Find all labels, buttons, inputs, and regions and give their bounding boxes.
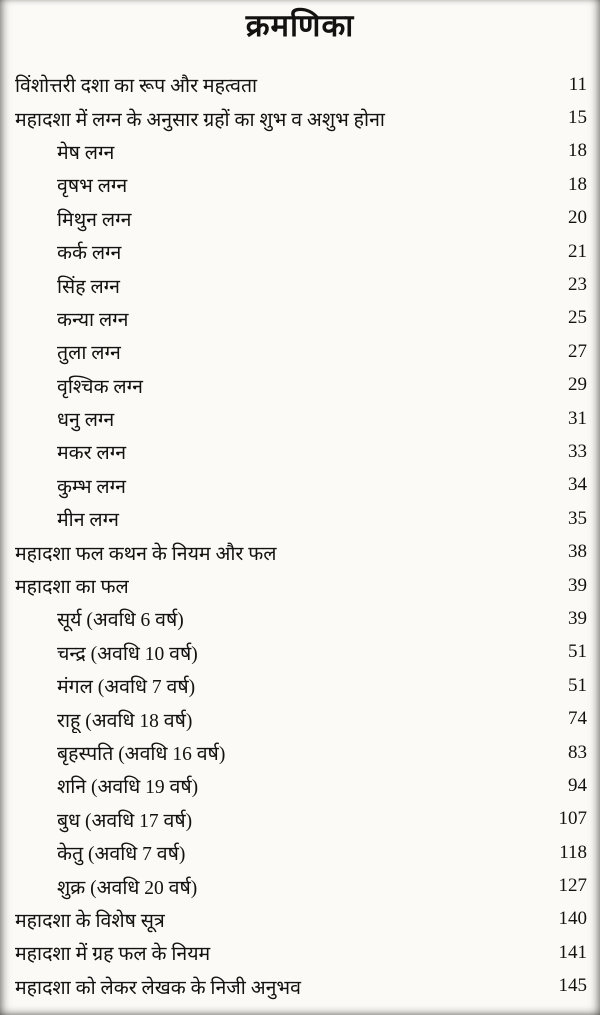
- toc-entry-page-number: 118: [559, 841, 587, 863]
- toc-entry-label: धनु लग्न: [57, 410, 115, 432]
- toc-entry-label: मीन लग्न: [57, 510, 119, 532]
- toc-entry-label: मकर लग्न: [57, 443, 127, 465]
- toc-entry-page-number: 27: [568, 340, 587, 362]
- toc-entry-label: महादशा फल कथन के नियम और फल: [15, 543, 277, 565]
- toc-entry-label: शनि (अवधि 19 वर्ष): [57, 777, 199, 799]
- toc-entry-page-number: 18: [568, 173, 587, 195]
- toc-entry-label: महादशा का फल: [15, 577, 129, 599]
- toc-entry-page-number: 23: [568, 274, 587, 296]
- toc-entry: [15, 202, 587, 235]
- toc-entry: [15, 469, 587, 502]
- toc-entry: [15, 636, 587, 669]
- toc-entry: [15, 135, 587, 168]
- toc-entry: [15, 903, 587, 936]
- toc-entry-label: तुला लग्न: [57, 343, 121, 365]
- toc-entry: [15, 402, 587, 435]
- toc-entry-page-number: 145: [558, 975, 587, 997]
- toc-entry: [15, 569, 587, 602]
- toc-entry-page-number: 39: [568, 607, 587, 629]
- toc-entry-page-number: 127: [558, 875, 587, 897]
- toc-entry-label: विंशोत्तरी दशा का रूप और महत्वता: [15, 76, 258, 98]
- toc-entry-label: वृषभ लग्न: [57, 176, 128, 198]
- toc-entry-page-number: 141: [558, 941, 587, 963]
- toc-entry-label: कर्क लग्न: [57, 243, 122, 265]
- toc-entry-page-number: 34: [568, 474, 587, 496]
- toc-entry: [15, 235, 587, 268]
- toc-entry: [15, 836, 587, 869]
- toc-entry-page-number: 29: [568, 374, 587, 396]
- toc-entry-label: बृहस्पति (अवधि 16 वर्ष): [57, 744, 226, 765]
- toc-entry: [15, 502, 587, 535]
- page-title: क्रमणिका: [245, 8, 355, 43]
- toc-entry-label: महादशा में लग्न के अनुसार ग्रहों का शुभ व अशुभ होना: [15, 109, 385, 131]
- toc-entry-label: राहू (अवधि 18 वर्ष): [57, 710, 193, 732]
- toc-entry-label: कुम्भ लग्न: [57, 476, 126, 498]
- toc-entry-page-number: 18: [568, 140, 587, 162]
- table-of-contents: [15, 68, 587, 1003]
- toc-entry-page-number: 38: [568, 541, 587, 563]
- toc-entry-label: कन्या लग्न: [57, 309, 129, 331]
- toc-entry-page-number: 20: [568, 207, 587, 229]
- toc-entry-page-number: 39: [568, 574, 587, 596]
- toc-entry: [15, 970, 587, 1003]
- toc-entry: [15, 803, 587, 836]
- toc-entry-page-number: 31: [568, 407, 587, 429]
- toc-entry-label: बुध (अवधि 17 वर्ष): [57, 810, 193, 832]
- toc-entry-label: केतु (अवधि 7 वर्ष): [57, 844, 186, 866]
- toc-entry-label: मिथुन लग्न: [57, 209, 132, 231]
- toc-entry-page-number: 94: [568, 774, 587, 796]
- toc-entry-label: चन्द्र (अवधि 10 वर्ष): [57, 643, 198, 665]
- toc-entry: [15, 335, 587, 368]
- toc-entry-page-number: 33: [568, 440, 587, 462]
- toc-entry: [15, 936, 587, 969]
- toc-entry-page-number: 51: [568, 674, 587, 696]
- toc-entry-label: मंगल (अवधि 7 वर्ष): [57, 677, 196, 699]
- toc-entry-label: सूर्य (अवधि 6 वर्ष): [57, 610, 184, 632]
- toc-entry-page-number: 11: [568, 73, 587, 95]
- toc-entry: [15, 168, 587, 201]
- toc-entry: [15, 769, 587, 802]
- toc-entry: [15, 535, 587, 568]
- toc-entry: [15, 602, 587, 635]
- toc-entry-label: मेष लग्न: [57, 142, 115, 164]
- toc-entry-page-number: 140: [558, 908, 587, 930]
- toc-entry-page-number: 15: [568, 107, 587, 129]
- toc-entry-page-number: 21: [568, 240, 587, 262]
- toc-entry-page-number: 107: [558, 808, 587, 830]
- toc-entry-label: वृश्चिक लग्न: [57, 376, 143, 398]
- toc-entry: [15, 669, 587, 702]
- toc-entry: [15, 268, 587, 301]
- toc-entry: [15, 68, 587, 101]
- toc-entry-label: महादशा को लेकर लेखक के निजी अनुभव: [15, 977, 301, 999]
- toc-entry-page-number: 74: [568, 708, 587, 730]
- toc-entry: [15, 302, 587, 335]
- toc-entry-label: महादशा में ग्रह फल के नियम: [15, 944, 211, 966]
- toc-entry-page-number: 25: [568, 307, 587, 329]
- toc-entry: [15, 369, 587, 402]
- toc-entry: [15, 435, 587, 468]
- toc-entry: [15, 101, 587, 134]
- toc-entry-label: शुक्र (अवधि 20 वर्ष): [57, 877, 198, 899]
- toc-entry-label: महादशा के विशेष सूत्र: [15, 910, 165, 932]
- toc-entry-page-number: 35: [568, 507, 587, 529]
- toc-entry-label: सिंह लग्न: [57, 276, 120, 298]
- toc-entry: [15, 702, 587, 735]
- toc-entry-page-number: 83: [568, 741, 587, 763]
- toc-entry-page-number: 51: [568, 641, 587, 663]
- toc-entry: [15, 869, 587, 902]
- toc-entry: [15, 736, 587, 769]
